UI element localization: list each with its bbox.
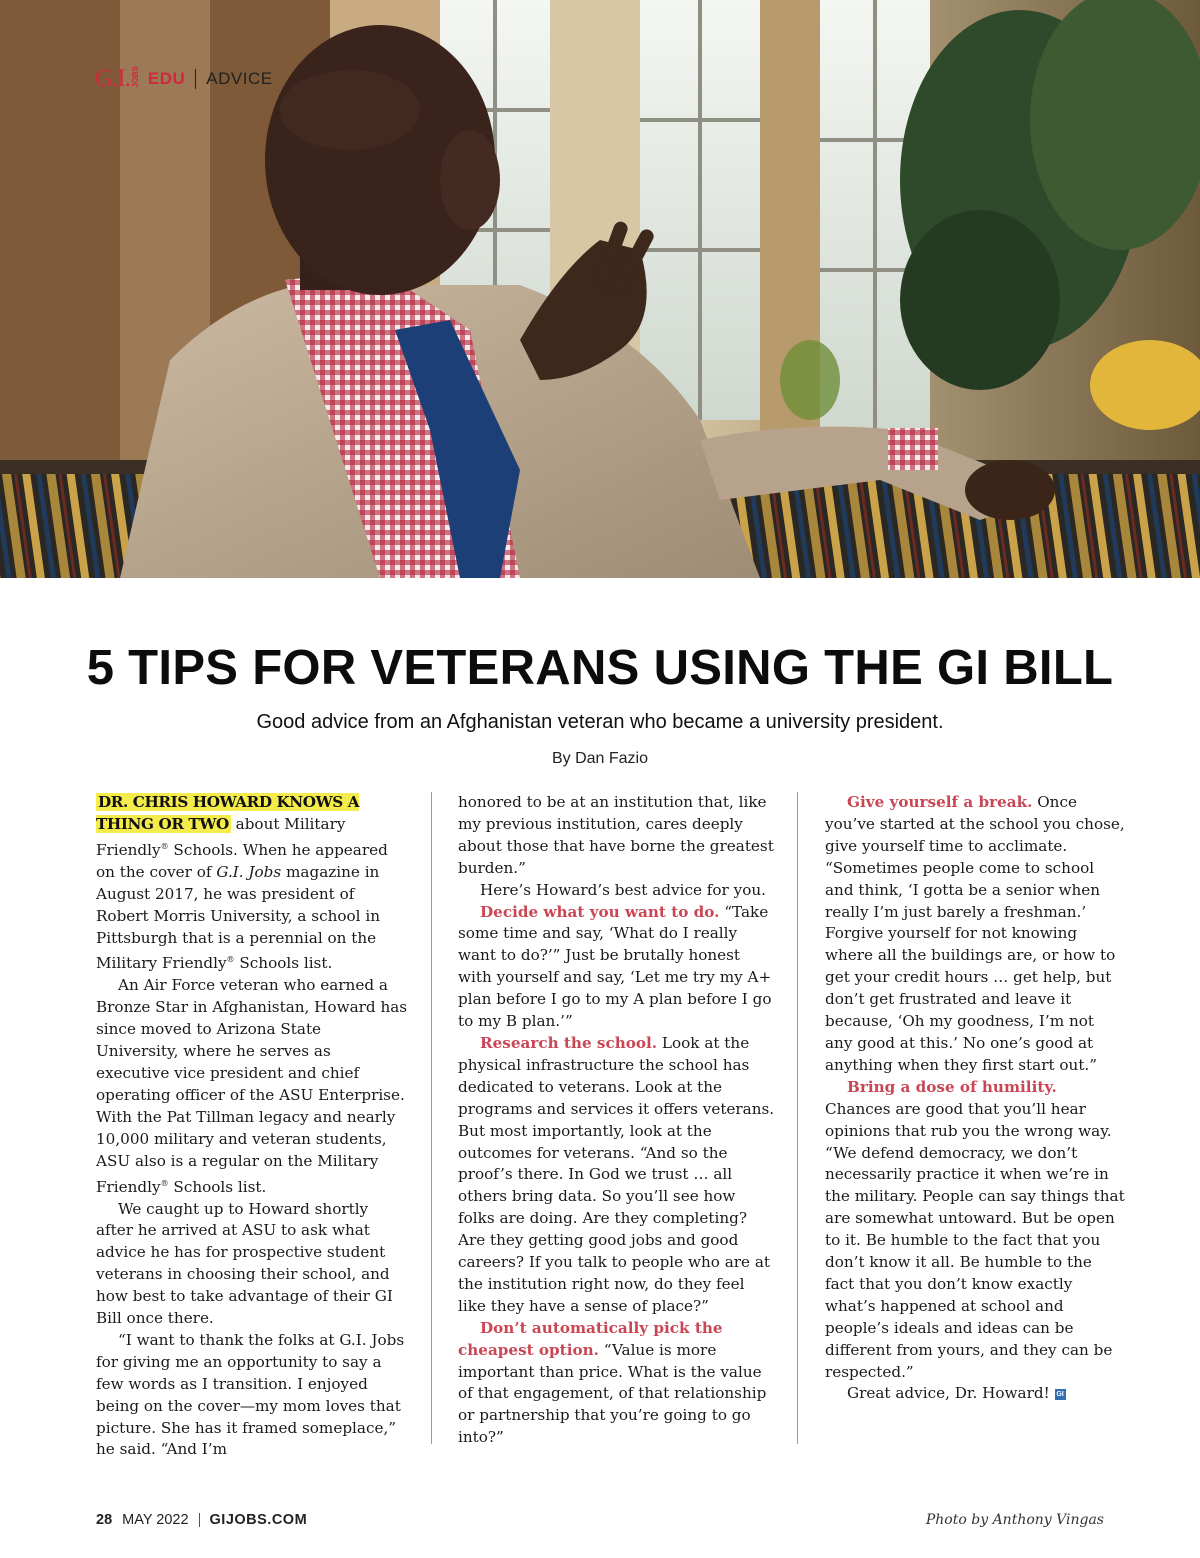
logo-text: G.I. <box>95 65 130 92</box>
registered-mark: ® <box>160 841 169 851</box>
end-mark-icon: GI <box>1056 1390 1064 1398</box>
tip-heading: Bring a dose of humility. <box>847 1077 1057 1096</box>
closing-paragraph <box>825 1383 1125 1405</box>
tip-paragraph <box>458 1033 776 1318</box>
lead-in: DR. CHRIS HOWARD KNOWS A THING OR TWO <box>96 793 360 833</box>
registered-mark: ® <box>226 955 235 965</box>
column-divider <box>431 792 432 1444</box>
paragraph: We caught up to Howard shortly after he arrived at ASU to ask what advice he has for prospective student veterans in choosing their school, and how best to take advantage of their GI Bill once there. <box>96 1199 393 1328</box>
hero-photo <box>0 0 1200 578</box>
tip-heading: Don’t automatically pick the cheapest option. <box>458 1318 723 1359</box>
tip-body: “Take some time and say, ‘What do I really want to do?’” Just be brutally honest with yourself and say, ‘Let me try my A+ plan before I go to my A plan before I go to my B plan.’” <box>458 902 772 1031</box>
tip-heading: Research the school. <box>480 1033 658 1052</box>
tip-body: Look at the physical infrastructure the school has dedicated to veterans. Look at the programs and services it offers veterans. But most importantly, look at the outcomes for veterans. “And so the proof’s there. In God we trust … all others bring data. So you’ll see how folks are doing. Are they completing? Are they getting good jobs and good careers? If you talk to people who are at the institution right now, do they feel like they have a sense of place?” <box>458 1033 775 1315</box>
section-tag <box>95 66 273 91</box>
magazine-title: G.I. Jobs <box>216 862 282 881</box>
logo-sub: JOBS <box>130 66 140 88</box>
tip-body: Chances are good that you’ll hear opinions that rub you the wrong way. “We defend democracy, we don’t necessarily practice it when we’re in the military. People can say things that are somewhat untoward. But be open to it. Be humble to the fact that you don’t know it all. Be humble to the fact that you don’t know exactly what’s happened at school and people’s ideals and ideas can be different from yours, and they can be respected.” <box>825 1099 1125 1381</box>
text: Schools. When he appeared on the cover of <box>96 840 388 881</box>
text: An Air Force veteran who earned a Bronze Star in Afghanistan, Howard has since moved to Arizona State University, where he serves as executive vice president and chief operating officer of the ASU Enterprise. With the Pat Tillman legacy and nearly 10,000 military and veteran students, ASU also is a regular on the Military Friendly <box>96 976 408 1196</box>
issue-date: MAY 2022 <box>122 1512 189 1528</box>
article-byline: By Dan Fazio <box>551 750 649 767</box>
section-divider <box>195 69 196 89</box>
subsection-label: ADVICE <box>206 68 273 88</box>
tip-heading: Give yourself a break. <box>847 793 1033 811</box>
tip-heading: Decide what you want to do. <box>480 902 720 921</box>
footer-divider <box>199 1513 200 1527</box>
section-label: EDU <box>147 68 186 88</box>
site-link[interactable]: GIJOBS.COM <box>209 1512 308 1528</box>
text: about Military Friendly <box>96 814 346 859</box>
paragraph <box>96 792 408 975</box>
text: Schools list. <box>168 1177 267 1196</box>
paragraph: “I want to thank the folks at G.I. Jobs for giving me an opportunity to say a few words as I transition. I enjoyed being on the cover—my mom loves that picture. She has it framed someplace,” he said. “And I’m <box>96 1330 405 1459</box>
tip-paragraph <box>825 1077 1125 1384</box>
article-deck: Good advice from an Afghanistan veteran who became a university president. <box>256 711 944 733</box>
article-headline: 5 TIPS FOR VETERANS USING THE GI BILL <box>86 641 1114 695</box>
article-column-1 <box>96 792 408 1461</box>
article-column-3 <box>825 792 1125 1405</box>
tip-body: “Value is more important than price. What is the value of that engagement, of that relationship or partnership that you’re going to go into?” <box>458 1340 767 1447</box>
text: Schools list. <box>234 954 333 973</box>
page-number: 28 <box>96 1512 113 1528</box>
article-column-2 <box>458 792 776 1449</box>
gi-jobs-logo <box>95 66 140 91</box>
paragraph: Here’s Howard’s best advice for you. <box>480 880 766 899</box>
closing-text: Great advice, Dr. Howard! <box>847 1384 1055 1403</box>
tip-paragraph <box>458 902 776 1033</box>
registered-mark: ® <box>160 1178 169 1188</box>
tip-paragraph <box>458 1318 776 1449</box>
photo-credit: Photo by Anthony Vingas <box>925 1512 1104 1528</box>
paragraph <box>96 975 408 1198</box>
text: magazine in August 2017, he was president of Robert Morris University, a school in Pittsburgh that is a perennial on the Military Friendly <box>96 862 380 973</box>
paragraph: honored to be at an institution that, like my previous institution, cares deeply about those that have borne the greatest burden.” <box>458 793 774 877</box>
tip-body: Once you’ve started at the school you chose, give yourself time to acclimate. “Sometimes people come to school and think, ‘I gotta be a senior when really I’m just barely a freshman.’ Forgive yourself for not knowing where all the buildings are, or how to get your credit hours … get help, but don’t get frustrated and leave it because, ‘Oh my goodness, I’m not any good at this.’ No one’s good at anything when they first start out.” <box>825 793 1125 1074</box>
column-divider <box>797 792 798 1444</box>
page-footer <box>96 1512 307 1528</box>
tip-paragraph <box>825 792 1125 1077</box>
